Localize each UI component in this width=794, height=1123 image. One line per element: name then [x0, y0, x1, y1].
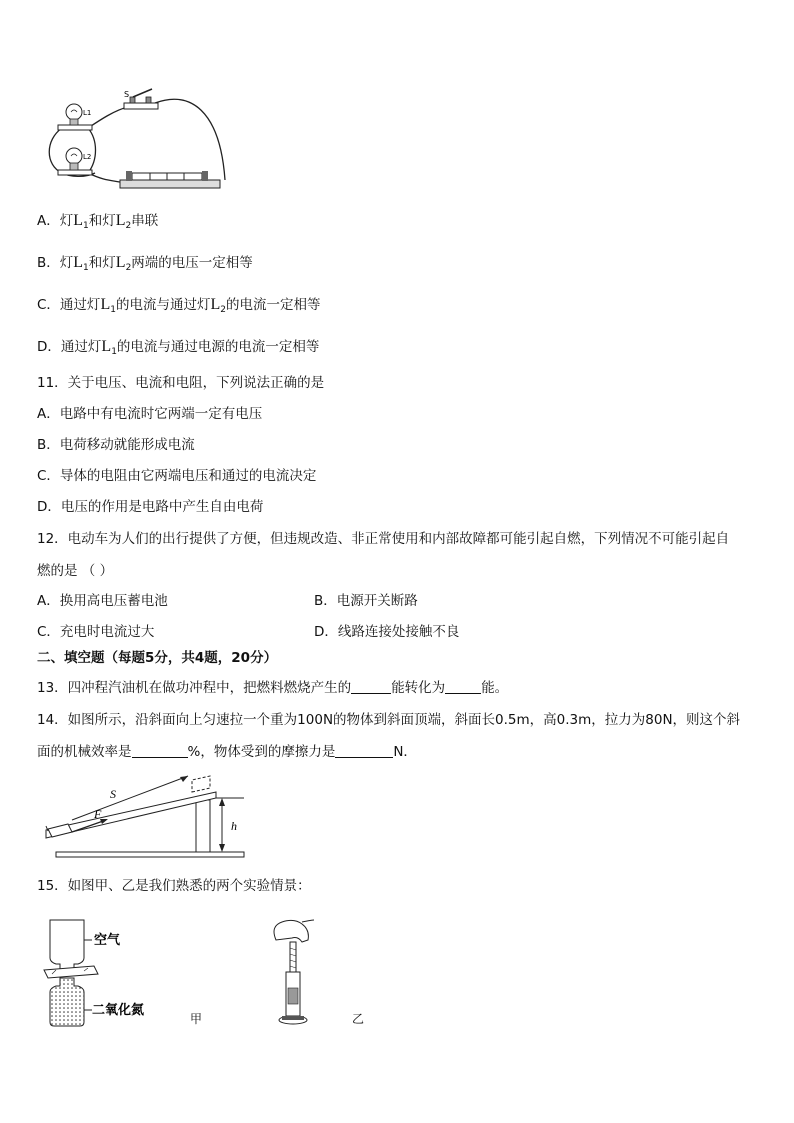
subscript: 1 — [83, 221, 89, 231]
circuit-figure — [40, 85, 240, 195]
q11-option-d: D．电压的作用是电路中产生自由电荷 — [37, 499, 264, 515]
q12-option-b: B．电源开关断路 — [314, 593, 418, 609]
q10-b-suffix: 两端的电压一定相等 — [131, 255, 253, 271]
q12-option-c: C．充电时电流过大 — [37, 624, 155, 640]
q11-option-c: C．导体的电阻由它两端电压和通过的电流决定 — [37, 468, 317, 484]
incline-h-label: h — [231, 819, 237, 833]
q14-line2 — [37, 742, 417, 762]
subscript: 1 — [110, 305, 116, 315]
q14-line1: 14．如图所示，沿斜面向上匀速拉一个重为100N的物体到斜面顶端，斜面长0.5m，高0.3m，拉力为80N，则这个斜 — [37, 712, 741, 728]
q10-d-prefix: D．通过灯 — [37, 339, 102, 355]
q10-option-c — [37, 295, 320, 320]
air-label: 空气 — [94, 933, 121, 948]
q12-stem-line1: 12．电动车为人们的出行提供了方便，但违规改造、非正常使用和内部故障都可能引起自燃，下列情况不可能引起自 — [37, 531, 730, 547]
incline-f-label: F — [94, 807, 102, 821]
subscript: 2 — [125, 263, 132, 273]
air-compression-figure — [262, 918, 322, 1030]
q13-part1: 13．四冲程汽油机在做功冲程中，把燃料燃烧产生的 — [37, 680, 352, 696]
q15-stem: 15．如图甲、乙是我们熟悉的两个实验情景： — [37, 878, 311, 894]
q10-b-mid: 和灯 — [88, 255, 116, 271]
lamp-symbol: L — [73, 212, 84, 229]
q13-part3: 能。 — [481, 680, 509, 696]
q10-a-mid: 和灯 — [88, 213, 116, 229]
q12-option-a: A．换用高电压蓄电池 — [37, 593, 168, 609]
subscript: 1 — [83, 263, 89, 273]
q10-option-a — [37, 211, 158, 236]
q10-b-prefix: B．灯 — [37, 255, 74, 271]
lamp1-label: L1 — [83, 109, 92, 117]
q10-a-suffix: 串联 — [131, 213, 159, 229]
q13-part2: 能转化为 — [391, 680, 446, 696]
q14-part2: %，物体受到的摩擦力是 — [187, 744, 336, 760]
q12-stem-line2: 燃的是 （ ） — [37, 563, 114, 579]
q10-c-suffix: 的电流一定相等 — [225, 297, 321, 313]
lamp2-label: L2 — [83, 153, 92, 161]
q12-option-d: D．线路连接处接触不良 — [314, 624, 460, 640]
q10-c-mid: 的电流与通过灯 — [115, 297, 211, 313]
subscript: 1 — [111, 347, 117, 357]
section-heading: 二、填空题（每题5分，共4题，20分） — [37, 650, 278, 666]
q11-stem: 11．关于电压、电流和电阻，下列说法正确的是 — [37, 375, 325, 391]
incline-figure — [38, 762, 250, 862]
lamp-symbol: L — [115, 254, 126, 271]
q11-option-a: A．电路中有电流时它两端一定有电压 — [37, 406, 263, 422]
q10-d-suffix: 的电流与通过电源的电流一定相等 — [116, 339, 320, 355]
answer-blank[interactable] — [132, 743, 188, 758]
lamp-symbol: L — [100, 296, 111, 313]
lamp-symbol: L — [115, 212, 126, 229]
q10-c-prefix: C．通过灯 — [37, 297, 101, 313]
lamp-symbol: L — [101, 338, 112, 355]
q10-option-d — [37, 337, 319, 362]
answer-blank[interactable] — [445, 679, 481, 694]
label-jia: 甲 — [190, 1012, 203, 1026]
q14-part1: 面的机械效率是 — [37, 744, 132, 760]
switch-label: S — [124, 90, 130, 99]
label-yi: 乙 — [352, 1012, 365, 1026]
q14-part3: N． — [393, 744, 417, 760]
gas-diffusion-figure — [42, 918, 160, 1030]
incline-s-label: S — [110, 787, 116, 801]
q11-option-b: B．电荷移动就能形成电流 — [37, 437, 195, 453]
lamp-symbol: L — [73, 254, 84, 271]
subscript: 2 — [125, 221, 132, 231]
answer-blank[interactable] — [335, 743, 393, 758]
q13-line — [37, 678, 508, 698]
subscript: 2 — [220, 305, 226, 315]
q10-a-prefix: A．灯 — [37, 213, 74, 229]
answer-blank[interactable] — [351, 679, 391, 694]
q10-option-b — [37, 253, 253, 278]
no2-label: 二氧化氮 — [92, 1003, 145, 1018]
lamp-symbol: L — [210, 296, 221, 313]
